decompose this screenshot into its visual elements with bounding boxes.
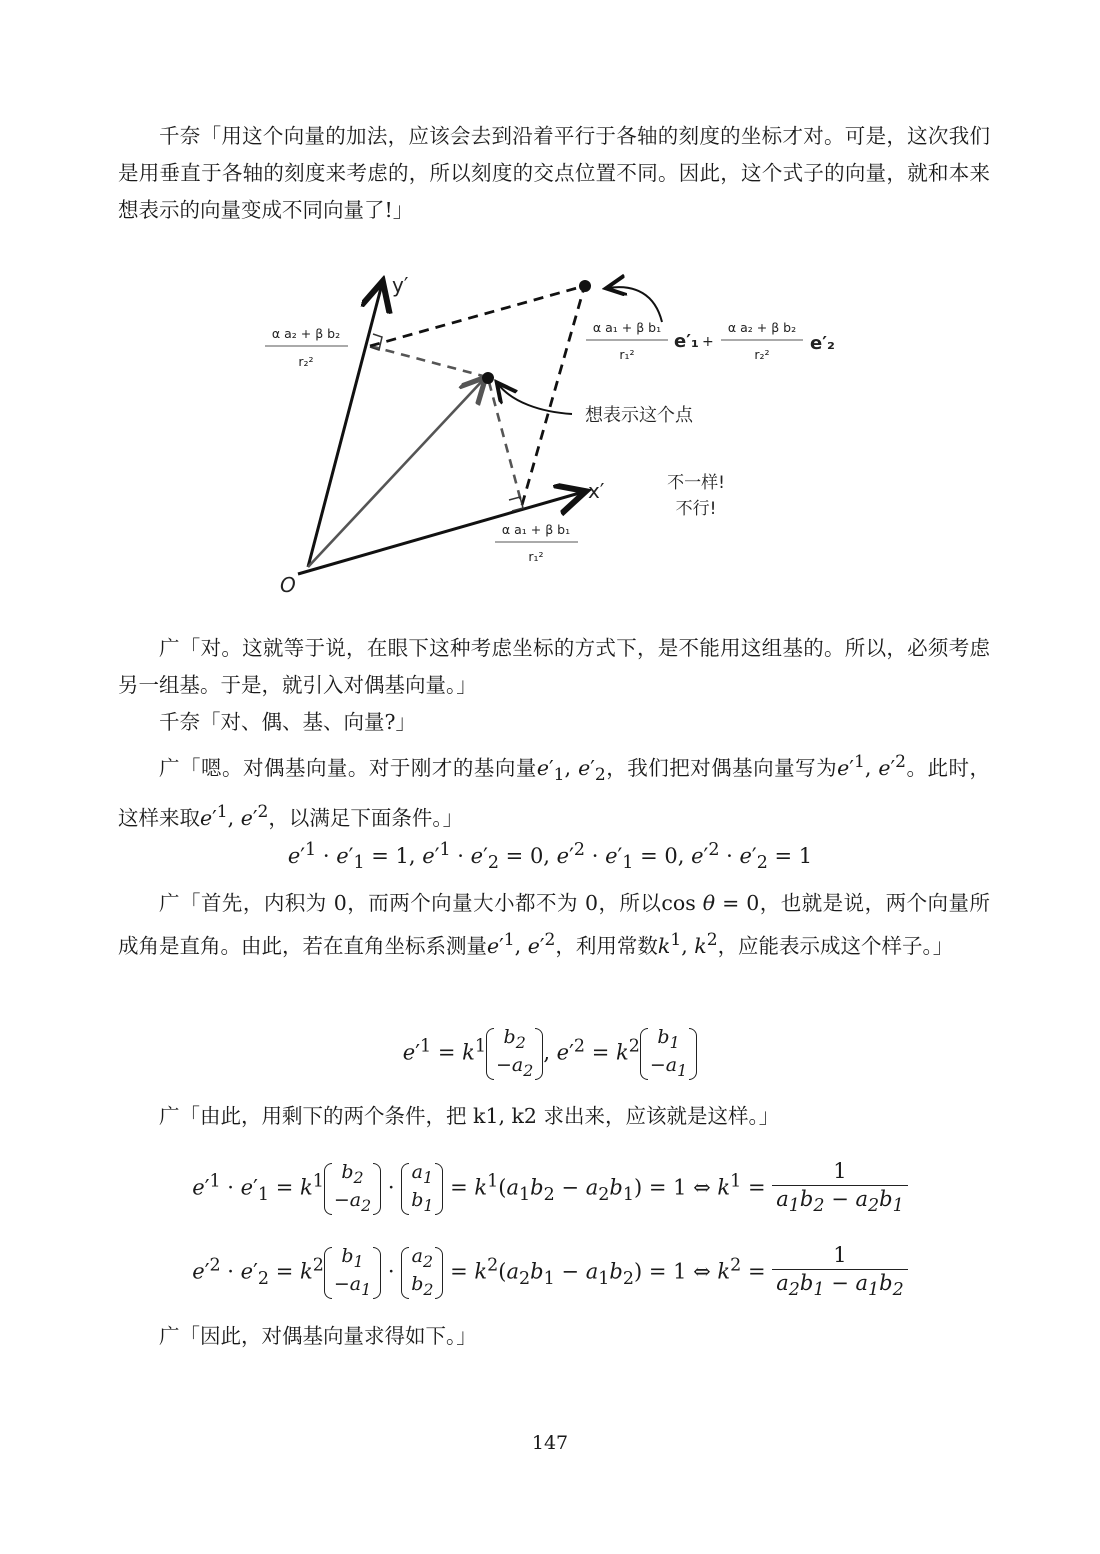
x-proj-numerator: α a₁ + β b₁ [501, 522, 571, 537]
page-number: 147 [531, 1432, 569, 1454]
sum-denominator-2: r₂² [754, 347, 770, 362]
sum-denominator-1: r₁² [619, 347, 635, 362]
sum-numerator-1: α a₁ + β b₁ [592, 320, 662, 335]
paragraph-hiro-2: 广「嗯。对偶基向量。对于刚才的基向量$e'_1$, $e'_2$，我们把对偶基向量写为$e'^1$, $e'^2$。此时，这样来取$e'^1$, $e'^2$，以满足下面条件。」 [118, 752, 990, 830]
sum-vector-1: e′₁ [674, 331, 699, 352]
y-proj-numerator: α a₂ + β b₂ [271, 326, 341, 341]
warning-not-ok: 不行! [675, 499, 717, 519]
p4-text-c: 。此时，这样来取 [118, 755, 990, 830]
paragraph-hiro-1: 广「对。这就等于说，在眼下这种考虑坐标的方式下，是不能用这组基的。所以，必须考虑另一组基。于是，就引入对偶基向量。」 [118, 636, 990, 697]
diagram-svg [250, 262, 860, 602]
sum-plus: + [702, 334, 714, 350]
paragraph-hiro-4: 广「由此，用剩下的两个条件，把 k1, k2 求出来，应该就是这样。」 [159, 1104, 780, 1128]
p4-text-d: ，以满足下面条件。」 [268, 805, 464, 830]
equation-k1: $e'^1 \cdot e'_1 = k^1$ $b_2$ $-a_2$ · $a_1$ $b_1$ = $k^1(a_1b_2 - a_2b_1) = 1$ ⇔ $k^1$ = $\frac{1}{a_1b_2 - a_2b_1}$ [0, 1158, 1100, 1220]
y-proj-denominator: r₂² [298, 354, 314, 369]
equation-k2: $e'^2 \cdot e'_2 = k^2$ $b_1$ $-a_1$ · $a_2$ $b_2$ = $k^2(a_2b_1 - a_1b_2) = 1$ ⇔ $k^2$ = $\frac{1}{a_2b_1 - a_1b_2}$ [0, 1242, 1100, 1304]
paragraph-chinami-1: 千奈「用这个向量的加法，应该会去到沿着平行于各轴的刻度的坐标才对。可是，这次我们是用垂直于各轴的刻度来考虑的，所以刻度的交点位置不同。因此，这个式子的向量，就和本来想表示的向量变成不同向量了!」 [118, 124, 990, 222]
equation-duality-conditions: $e'^1 \cdot e'_1 = 1$, $e'^1 \cdot e'_2 = 0$, $e'^2 \cdot e'_1 = 0$, $e'^2 \cdot e'_2 = 1$ [287, 840, 813, 874]
paragraph-hiro-3: 广「首先，内积为 0，而两个向量大小都不为 0，所以cos θ = 0，也就是说，两个向量所成角是直角。由此，若在直角坐标系测量$e'^1$, $e'^2$，利用常数$k^1$, $k^2$，应能表示成这个样子。」 [118, 891, 990, 958]
target-point [482, 372, 494, 384]
sum-pointer-arrow [608, 287, 662, 322]
sum-vector-2: e′₂ [810, 333, 835, 354]
p5-text-b: ，也就是说，两个向量所成角是直角。由此，若在直角坐标系测量 [118, 891, 990, 958]
p4-text-a: 广「嗯。对偶基向量。对于刚才的基向量 [159, 755, 537, 780]
p4-text-b: ，我们把对偶基向量写为 [605, 755, 838, 780]
origin-label: O [280, 573, 296, 597]
y-axis-label: y′ [392, 273, 409, 297]
paragraph-chinami-2: 千奈「对、偶、基、向量?」 [159, 710, 416, 734]
target-note: 想表示这个点 [585, 405, 693, 426]
sum-numerator-2: α a₂ + β b₂ [727, 320, 797, 335]
target-pointer-arrow [498, 384, 572, 414]
p5-text-c: ，利用常数 [555, 933, 658, 958]
paragraph-hiro-5: 广「因此，对偶基向量求得如下。」 [159, 1324, 477, 1348]
x-axis-label: x′ [588, 479, 605, 503]
sum-point [579, 280, 591, 292]
p5-text-d: ，应能表示成这个样子。」 [717, 933, 954, 958]
equation-dual-basis-form: $e'^1 = k^1$ $b_2$ $-a_2$ , $e'^2 = k^2$ $b_1$ $-a_1$ [0, 1026, 1100, 1082]
sum-dash-right [522, 288, 584, 505]
target-vector [308, 379, 484, 567]
y-projection-dash [370, 346, 487, 377]
vector-diagram [250, 262, 860, 606]
warning-not-same: 不一样! [667, 473, 725, 493]
x-proj-denominator: r₁² [528, 549, 544, 564]
p5-text-a: 广「首先，内积为 0，而两个向量大小都不为 0，所以 [159, 891, 662, 915]
